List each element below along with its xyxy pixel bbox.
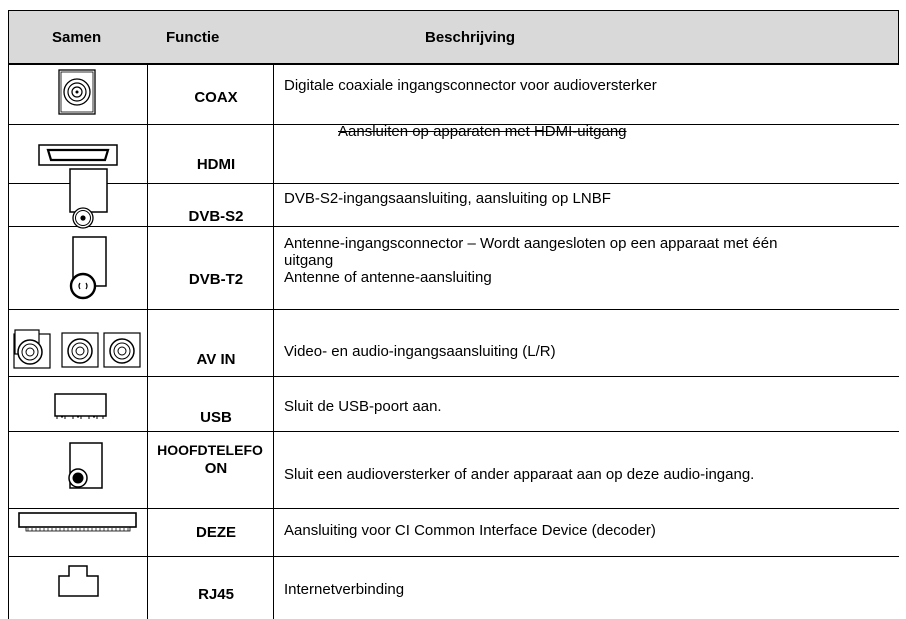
description-hdmi: Aansluiten op apparaten met HDMI-uitgang xyxy=(338,123,627,140)
description-dvb-t2-line2: uitgang xyxy=(284,252,334,269)
ci-slot-icon xyxy=(18,511,138,533)
function-hdmi: HDMI xyxy=(196,156,236,173)
description-deze: Aansluiting voor CI Common Interface Device (decoder) xyxy=(284,522,656,539)
antenna-connector-icon xyxy=(64,236,114,300)
function-deze: DEZE xyxy=(195,524,236,541)
ethernet-port-icon xyxy=(57,564,101,598)
function-headphone-line2: ON xyxy=(204,460,228,477)
headphone-jack-icon xyxy=(63,442,103,490)
row-divider xyxy=(8,183,899,184)
function-usb: USB xyxy=(200,409,232,426)
description-av-in: Video- en audio-ingangsaansluiting (L/R) xyxy=(284,343,556,360)
rca-connectors-icon xyxy=(12,328,144,370)
column-divider-1 xyxy=(147,65,148,619)
row-divider xyxy=(8,309,899,310)
header-beschrijving: Beschrijving xyxy=(425,29,516,46)
function-av-in: AV IN xyxy=(196,351,236,368)
header-samen: Samen xyxy=(52,29,102,46)
table-border-right xyxy=(898,10,899,65)
connector-table xyxy=(8,10,899,619)
hdmi-port-icon xyxy=(38,144,118,166)
header-functie: Functie xyxy=(166,29,220,46)
description-headphone: Sluit een audioversterker of ander apparaat aan op deze audio-ingang. xyxy=(284,466,755,483)
table-header xyxy=(8,10,899,65)
description-coax: Digitale coaxiale ingangsconnector voor audioversterker xyxy=(284,77,657,94)
usb-port-icon xyxy=(53,392,109,422)
description-rj45: Internetverbinding xyxy=(284,581,405,598)
function-rj45: RJ45 xyxy=(198,586,234,603)
satellite-connector-icon xyxy=(64,168,112,230)
function-dvb-s2: DVB-S2 xyxy=(188,208,244,225)
description-dvb-t2-line1: Antenne-ingangsconnector – Wordt aangesloten op een apparaat met één xyxy=(284,235,778,252)
description-dvb-s2: DVB-S2-ingangsaansluiting, aansluiting op LNBF xyxy=(284,190,611,207)
function-headphone-line1: HOOFDTELEFO xyxy=(157,442,263,458)
row-divider xyxy=(8,376,899,377)
row-divider xyxy=(8,226,899,227)
row-divider xyxy=(8,508,899,509)
column-divider-2 xyxy=(273,65,274,619)
row-divider xyxy=(8,556,899,557)
description-usb: Sluit de USB-poort aan. xyxy=(284,398,442,415)
function-dvb-t2: DVB-T2 xyxy=(188,271,244,288)
row-divider xyxy=(8,431,899,432)
table-border-left xyxy=(8,10,9,619)
coax-connector-icon xyxy=(52,68,102,116)
description-dvb-t2-line3: Antenne of antenne-aansluiting xyxy=(284,269,492,286)
function-coax: COAX xyxy=(194,89,238,106)
